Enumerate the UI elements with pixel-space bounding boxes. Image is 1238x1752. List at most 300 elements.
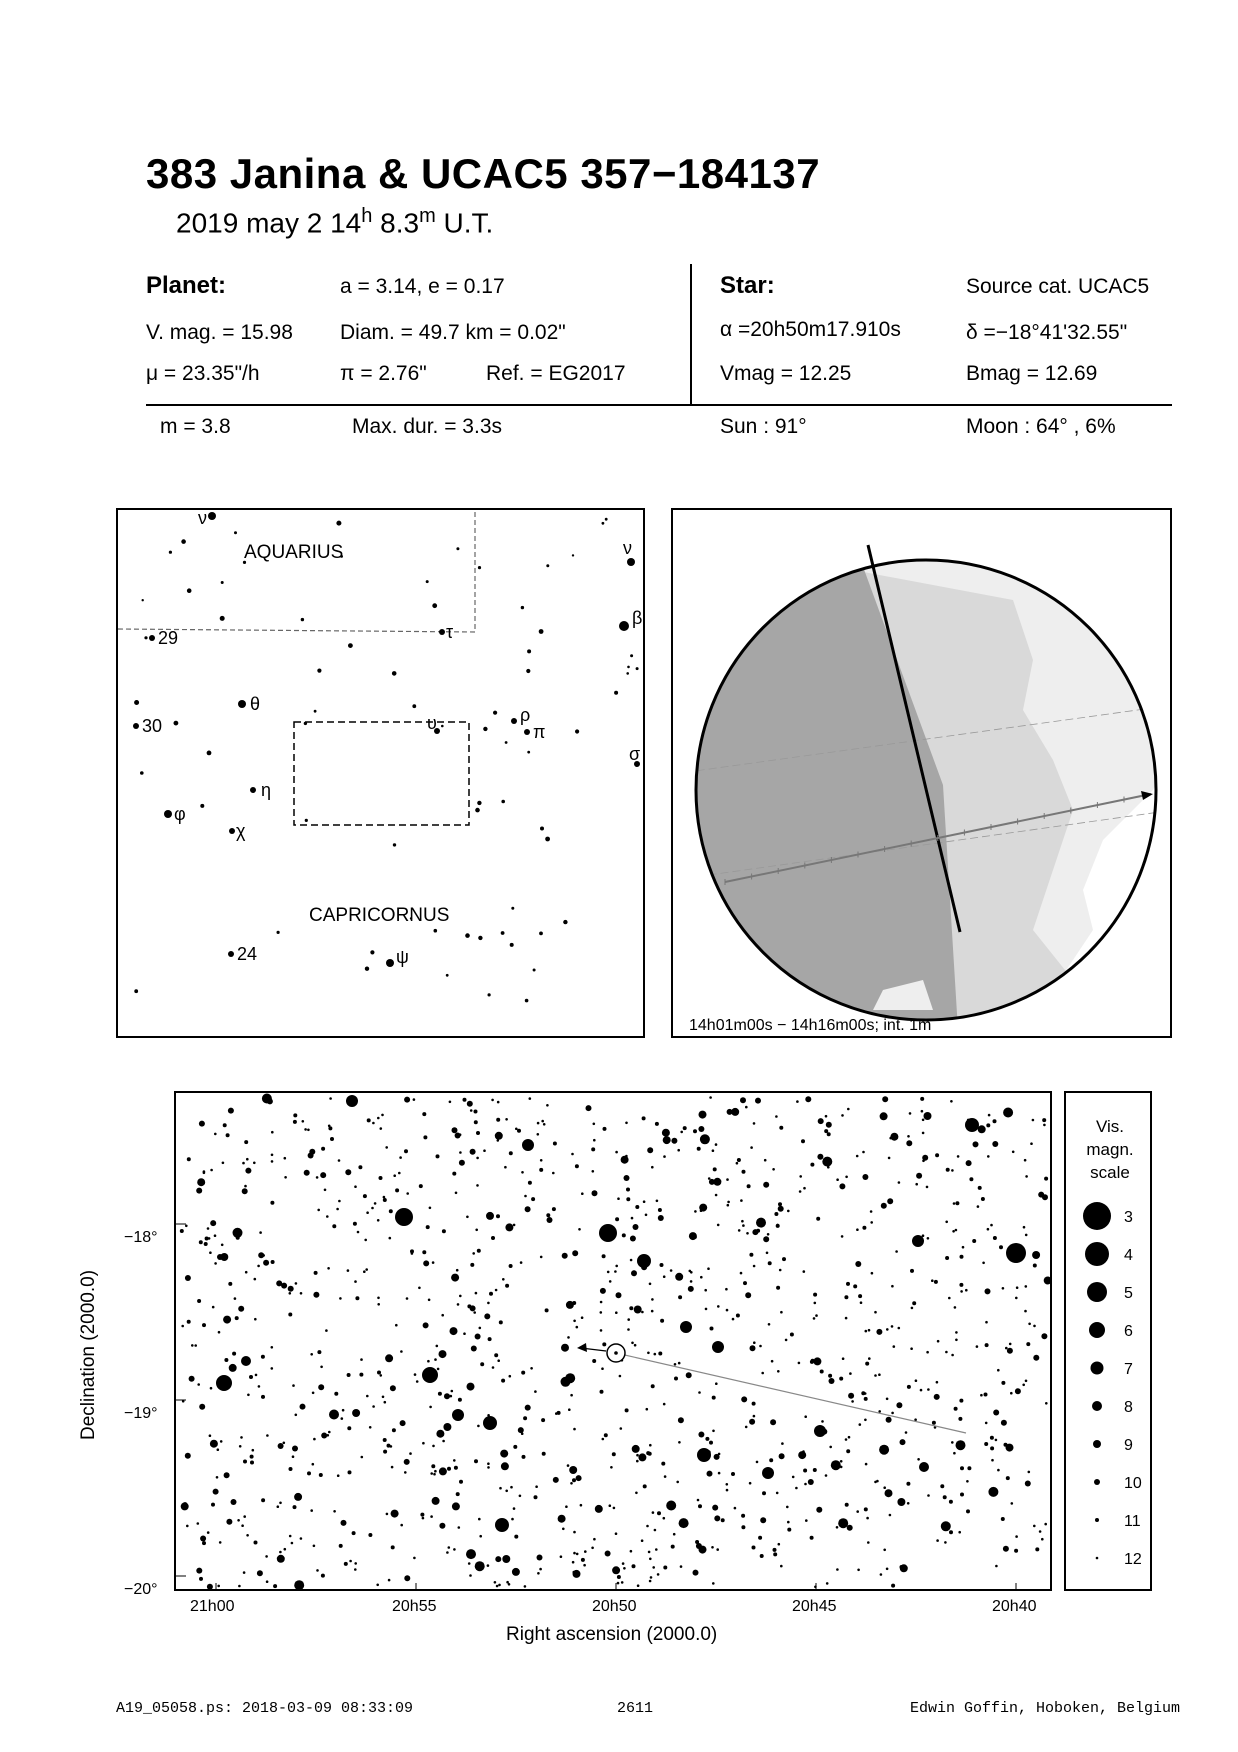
field-star (576, 1326, 579, 1329)
field-star (543, 1123, 546, 1126)
field-star (520, 1261, 523, 1264)
field-star (492, 1366, 495, 1369)
field-star (442, 1440, 445, 1443)
field-star (697, 1499, 700, 1502)
field-star (831, 1460, 841, 1470)
field-star (986, 1123, 990, 1127)
field-star (663, 1136, 671, 1144)
field-star (762, 1491, 766, 1495)
field-star (699, 1111, 707, 1119)
field-star (678, 1362, 681, 1365)
field-star (466, 1216, 469, 1219)
field-star (213, 1489, 219, 1495)
background-star (365, 967, 369, 971)
field-star (960, 1255, 964, 1259)
field-star (228, 1282, 232, 1286)
field-star (822, 1157, 832, 1167)
mag-scale-value: 6 (1124, 1323, 1133, 1340)
field-star (874, 1311, 877, 1314)
field-star (935, 1153, 939, 1157)
field-star (420, 1513, 424, 1517)
field-star (890, 1133, 898, 1141)
field-star (584, 1550, 587, 1553)
field-star (512, 1568, 520, 1576)
field-star (712, 1149, 715, 1152)
field-star (777, 1370, 780, 1373)
field-star (245, 1168, 251, 1174)
field-star (1025, 1380, 1028, 1383)
field-star (372, 1122, 375, 1125)
field-star (755, 1098, 761, 1104)
field-star (1032, 1251, 1040, 1259)
field-star (955, 1331, 958, 1334)
field-star (487, 1462, 490, 1465)
field-star (891, 1584, 895, 1588)
field-star (222, 1162, 225, 1165)
field-star (354, 1185, 357, 1188)
field-star (463, 1332, 466, 1335)
field-star (477, 1249, 481, 1253)
background-star (627, 666, 630, 669)
field-star (308, 1153, 314, 1159)
field-star (185, 1275, 191, 1281)
field-star (741, 1220, 744, 1223)
background-star (483, 727, 487, 731)
field-star (679, 1518, 689, 1528)
dec-tick-label: −19° (124, 1405, 158, 1422)
field-star (501, 1462, 509, 1470)
field-star (494, 1581, 497, 1584)
field-star (1001, 1420, 1007, 1426)
field-star (422, 1517, 425, 1520)
field-star (697, 1147, 701, 1151)
field-star (778, 1202, 782, 1206)
field-star (567, 1336, 570, 1339)
background-star (434, 929, 438, 933)
background-star (426, 580, 429, 583)
background-star (501, 931, 505, 935)
field-star (676, 1481, 679, 1484)
field-star (210, 1440, 218, 1448)
planet-parallax: π = 2.76" (340, 362, 427, 385)
field-star (826, 1582, 829, 1585)
field-star (422, 1250, 426, 1254)
field-star (502, 1278, 505, 1281)
field-star (452, 1127, 458, 1133)
background-star (207, 751, 212, 756)
field-star (496, 1585, 499, 1588)
field-star (545, 1308, 549, 1312)
field-star (813, 1468, 817, 1472)
field-star (954, 1407, 958, 1411)
field-star (710, 1327, 714, 1331)
field-star (621, 1581, 624, 1584)
field-star (455, 1192, 458, 1195)
field-star (700, 1276, 703, 1279)
field-star (985, 1343, 989, 1347)
field-star (657, 1511, 661, 1515)
field-star (623, 1567, 626, 1570)
field-star (984, 1393, 988, 1397)
field-star (776, 1286, 780, 1290)
field-star (787, 1521, 790, 1524)
field-star (712, 1582, 715, 1585)
field-star (993, 1236, 997, 1240)
field-star (452, 1172, 456, 1176)
mag-sample-dot (1087, 1282, 1107, 1302)
field-star (787, 1210, 790, 1213)
field-star (1025, 1234, 1028, 1237)
field-star (197, 1178, 205, 1186)
field-star (693, 1570, 699, 1576)
field-star (214, 1133, 217, 1136)
field-star (732, 1318, 735, 1321)
field-star (497, 1101, 500, 1104)
field-star (637, 1584, 640, 1587)
field-star (945, 1351, 948, 1354)
field-star (513, 1445, 517, 1449)
field-star (393, 1174, 396, 1177)
field-star (953, 1452, 956, 1455)
constellation-boundary (118, 510, 475, 632)
field-star (635, 1492, 638, 1495)
field-star (364, 1239, 367, 1242)
field-star (836, 1568, 839, 1571)
field-star (243, 1571, 246, 1574)
field-star (540, 1159, 543, 1162)
field-star (846, 1449, 850, 1453)
field-star (976, 1345, 979, 1348)
field-star (562, 1528, 565, 1531)
field-star (325, 1329, 328, 1332)
field-star (422, 1367, 438, 1383)
field-star (561, 1344, 569, 1352)
field-star (471, 1346, 477, 1352)
star-heading: Star: (720, 272, 775, 299)
field-star (535, 1485, 538, 1488)
field-star (446, 1551, 449, 1554)
field-star (354, 1562, 357, 1565)
field-star (570, 1482, 573, 1485)
field-star (878, 1373, 881, 1376)
field-star (753, 1415, 756, 1418)
field-star (677, 1149, 680, 1152)
field-star (709, 1096, 712, 1099)
background-star (234, 531, 237, 534)
field-star (772, 1168, 775, 1171)
field-star (576, 1553, 579, 1556)
field-star (615, 1311, 618, 1314)
field-star (1033, 1525, 1036, 1528)
field-star (211, 1503, 215, 1507)
field-star (196, 1568, 202, 1574)
ra-tick-label: 21h00 (190, 1598, 235, 1615)
field-star (743, 1281, 747, 1285)
field-star (640, 1254, 648, 1262)
field-star (210, 1387, 213, 1390)
mag-sample-dot (1085, 1242, 1109, 1266)
field-star (439, 1523, 445, 1529)
field-star (842, 1357, 845, 1360)
field-star (469, 1574, 472, 1577)
field-star (185, 1453, 191, 1459)
field-star (487, 1302, 490, 1305)
field-star (575, 1164, 579, 1168)
field-star (444, 1393, 450, 1399)
field-star (223, 1316, 231, 1324)
field-star (742, 1224, 745, 1227)
field-star (1032, 1119, 1035, 1122)
background-star (393, 843, 396, 846)
field-star (664, 1475, 667, 1478)
field-star (615, 1532, 618, 1535)
field-star (658, 1208, 662, 1212)
field-star (829, 1378, 835, 1384)
field-star (652, 1566, 655, 1569)
field-star (914, 1236, 918, 1240)
field-star (813, 1317, 816, 1320)
field-star (626, 1188, 630, 1192)
field-star (1003, 1108, 1013, 1118)
field-star (839, 1377, 843, 1381)
field-star (709, 1441, 713, 1445)
field-star (864, 1419, 867, 1422)
field-star (642, 1116, 646, 1120)
field-star (600, 1311, 603, 1314)
field-star (1006, 1476, 1010, 1480)
field-star (244, 1185, 247, 1188)
field-star (476, 1157, 479, 1160)
field-star (237, 1519, 240, 1522)
field-star (539, 1168, 543, 1172)
field-star (202, 1323, 206, 1327)
field-star (855, 1261, 861, 1267)
field-star (896, 1402, 902, 1408)
field-star (369, 1426, 372, 1429)
field-star (383, 1198, 387, 1202)
field-star (363, 1270, 366, 1273)
ra-tick-label: 20h40 (992, 1598, 1037, 1615)
field-star (663, 1403, 666, 1406)
background-star (478, 936, 482, 940)
mag-scale-title: Vis. magn. scale (1086, 1117, 1134, 1182)
field-star (377, 1117, 380, 1120)
field-star (1038, 1192, 1044, 1198)
field-star (239, 1445, 242, 1448)
field-star (241, 1356, 251, 1366)
field-star (987, 1228, 990, 1231)
field-star (223, 1123, 227, 1127)
field-star (864, 1397, 868, 1401)
field-star (226, 1519, 232, 1525)
named-star (133, 723, 139, 729)
field-star (712, 1505, 718, 1511)
field-star (423, 1260, 429, 1266)
field-star (1039, 1530, 1042, 1533)
field-star (612, 1566, 620, 1574)
field-star (736, 1162, 739, 1165)
field-star (529, 1145, 532, 1148)
field-star (382, 1396, 385, 1399)
field-star (476, 1131, 480, 1135)
field-star (562, 1253, 568, 1259)
field-star (491, 1236, 495, 1240)
field-star (595, 1505, 603, 1513)
field-star (1003, 1546, 1009, 1552)
field-star (910, 1269, 914, 1273)
field-star (792, 1476, 795, 1479)
field-star (294, 1580, 304, 1590)
named-star-label: χ (236, 821, 246, 841)
field-star (380, 1374, 383, 1377)
field-star (849, 1372, 852, 1375)
field-star (553, 1477, 559, 1483)
field-star (907, 1502, 910, 1505)
field-star (232, 1352, 236, 1356)
field-star (334, 1392, 338, 1396)
field-star (926, 1351, 929, 1354)
field-star (220, 1440, 223, 1443)
field-star (196, 1188, 202, 1194)
field-star (768, 1261, 772, 1265)
background-star (432, 603, 437, 608)
field-star (352, 1409, 360, 1417)
field-star (1002, 1287, 1005, 1290)
field-star (804, 1415, 807, 1418)
field-star (648, 1551, 651, 1554)
field-star (883, 1486, 886, 1489)
field-star (741, 1396, 747, 1402)
field-star (581, 1316, 584, 1319)
background-star (572, 554, 574, 556)
field-star (295, 1282, 298, 1285)
field-star (478, 1518, 481, 1521)
field-star (635, 1205, 639, 1209)
background-star (478, 566, 481, 569)
field-star (339, 1297, 342, 1300)
background-star (348, 643, 353, 648)
field-star (354, 1568, 357, 1571)
mag-scale-value: 4 (1124, 1247, 1133, 1264)
field-star (790, 1333, 794, 1337)
field-star (214, 1262, 217, 1265)
field-star (747, 1184, 751, 1188)
field-star (695, 1540, 699, 1544)
field-star (191, 1344, 194, 1347)
field-star (718, 1453, 721, 1456)
field-star (622, 1233, 626, 1237)
field-star (694, 1236, 697, 1239)
field-star (207, 1531, 210, 1534)
field-star (825, 1474, 828, 1477)
field-star (522, 1139, 534, 1151)
field-star (209, 1434, 212, 1437)
background-star (301, 618, 304, 621)
field-star (845, 1503, 849, 1507)
background-star (526, 669, 530, 673)
background-star (575, 729, 579, 733)
field-star (958, 1417, 962, 1421)
field-star (820, 1370, 824, 1374)
field-star (995, 1439, 998, 1442)
background-star (539, 629, 544, 634)
field-star (573, 1320, 576, 1323)
field-star (600, 1288, 606, 1294)
field-star (243, 1460, 247, 1464)
field-star (499, 1487, 502, 1490)
field-star (371, 1207, 374, 1210)
field-star (217, 1448, 220, 1451)
field-star (647, 1147, 653, 1153)
field-star (341, 1417, 344, 1420)
field-star (497, 1359, 500, 1362)
field-star (862, 1174, 868, 1180)
field-star (583, 1564, 586, 1567)
field-star (799, 1190, 802, 1193)
field-star (347, 1426, 351, 1430)
field-star (910, 1347, 913, 1350)
field-star (381, 1114, 384, 1117)
field-star (254, 1278, 257, 1281)
field-star (578, 1228, 581, 1231)
field-star (318, 1384, 324, 1390)
background-star (441, 725, 444, 728)
field-star (927, 1494, 930, 1497)
field-star (395, 1188, 399, 1192)
field-star (663, 1275, 666, 1278)
field-star (456, 1492, 460, 1496)
field-star (467, 1304, 471, 1308)
field-star (956, 1440, 966, 1450)
field-star (864, 1392, 867, 1395)
field-star (776, 1224, 780, 1228)
asteroid-track (616, 1353, 966, 1433)
named-star-label: τ (446, 622, 454, 642)
field-star (404, 1149, 408, 1153)
field-star (967, 1119, 970, 1122)
named-star-label: β (632, 608, 643, 628)
field-star (915, 1183, 918, 1186)
field-star (997, 1369, 1000, 1372)
field-star (1035, 1547, 1039, 1551)
field-star (489, 1292, 493, 1296)
field-star (458, 1526, 461, 1529)
field-star (966, 1160, 972, 1166)
field-star (727, 1109, 733, 1115)
field-star (209, 1251, 212, 1254)
background-star (412, 704, 416, 708)
field-star (534, 1390, 537, 1393)
field-star (1009, 1343, 1012, 1346)
field-star (641, 1539, 644, 1542)
field-star (385, 1354, 393, 1362)
field-star (1041, 1333, 1047, 1339)
field-star (655, 1548, 658, 1551)
field-star (688, 1286, 694, 1292)
field-star (1033, 1325, 1036, 1328)
field-star (990, 1224, 993, 1227)
field-star (810, 1163, 814, 1167)
field-star (406, 1192, 409, 1195)
field-star (663, 1566, 667, 1570)
field-star (907, 1135, 910, 1138)
field-star (829, 1446, 832, 1449)
field-star (390, 1445, 393, 1448)
field-star (581, 1192, 584, 1195)
field-star (467, 1383, 475, 1391)
field-star (932, 1421, 936, 1425)
field-star (253, 1162, 256, 1165)
